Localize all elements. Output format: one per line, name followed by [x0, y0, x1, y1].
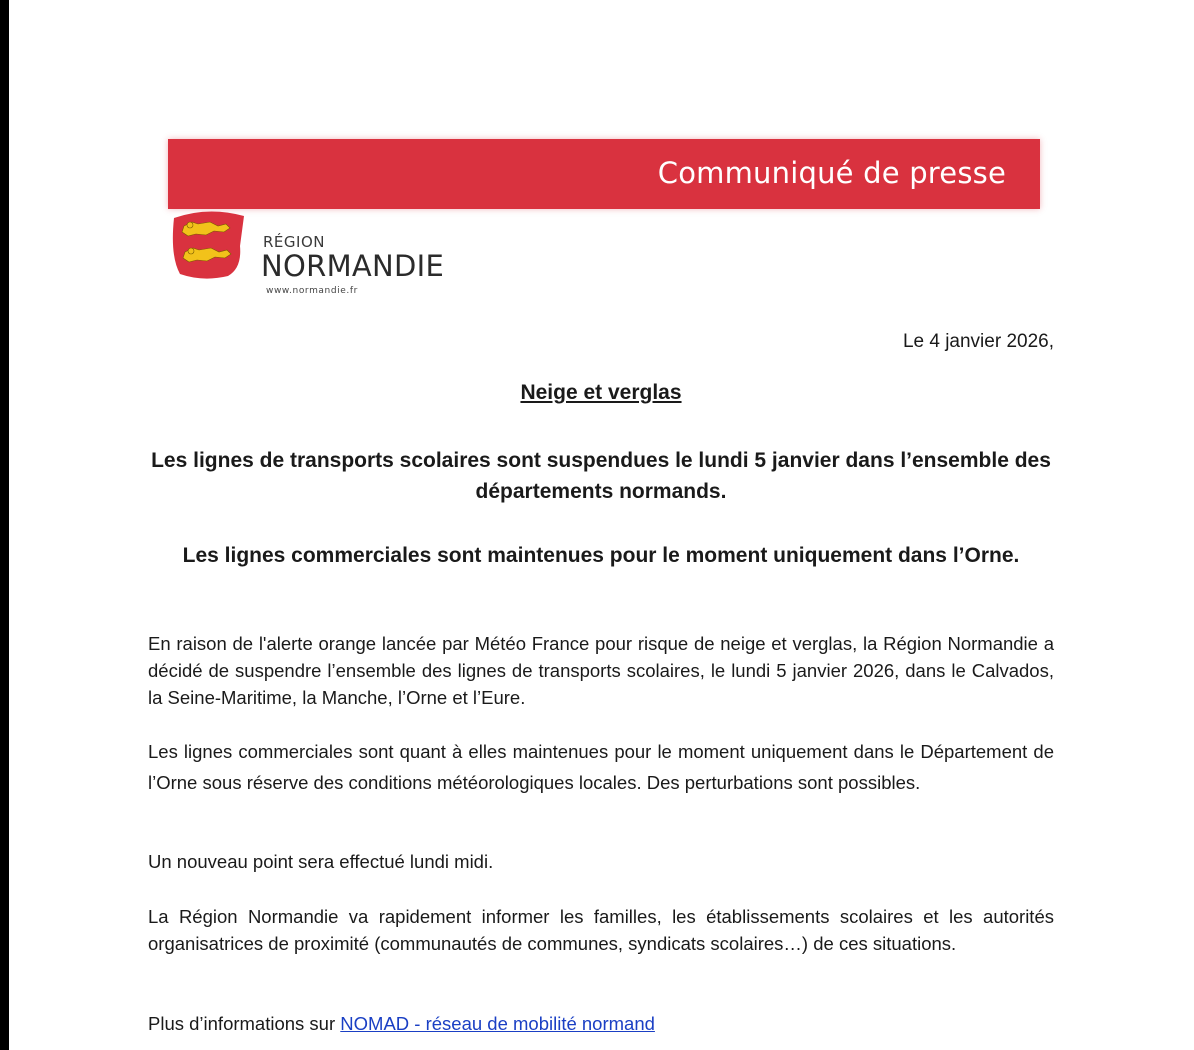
subtitle-school-lines: Les lignes de transports scolaires sont suspendues le lundi 5 janvier dans l’ensemble des départements normands. — [151, 449, 1051, 503]
nomad-link[interactable]: NOMAD - réseau de mobilité normand — [340, 1013, 655, 1034]
left-edge-border — [0, 0, 9, 1050]
paragraph-next-update: Un nouveau point sera effectué lundi midi. — [148, 851, 494, 872]
logo-region-label: RÉGION — [263, 233, 325, 251]
page-title: Neige et verglas — [520, 381, 682, 404]
paragraph-alert: En raison de l'alerte orange lancée par Météo France pour risque de neige et verglas, la Région Normandie a décidé de suspendre l’ensemble des lignes de transports scolaires, le lundi 5 janvier 2026, dans le Calvados, la Seine-Maritime, la Manche, l’Orne et l’Eure. — [148, 633, 1054, 708]
logo-normandie-label: NORMANDIE — [261, 249, 445, 283]
more-info-line — [148, 1010, 1054, 1037]
more-info-prefix: Plus d’informations sur — [148, 1013, 341, 1034]
banner-title: Communiqué de presse — [657, 156, 1006, 190]
logo-website: www.normandie.fr — [266, 286, 358, 296]
release-date: Le 4 janvier 2026, — [902, 331, 1054, 352]
subtitle-commercial-lines: Les lignes commerciales sont maintenues pour le moment uniquement dans l’Orne. — [182, 544, 1020, 567]
paragraph-inform-families: La Région Normandie va rapidement informer les familles, les établissements scolaires et les autorités organisatrices de proximité (communautés de communes, syndicats scolaires…) de ces situations. — [148, 906, 1054, 954]
press-release-banner — [168, 139, 1040, 209]
normandy-flag-icon — [168, 208, 248, 280]
paragraph-commercial: Les lignes commerciales sont quant à elles maintenues pour le moment uniquement dans le Département de l’Orne sous réserve des conditions météorologiques locales. Des perturbations sont possibles. — [148, 741, 1054, 793]
